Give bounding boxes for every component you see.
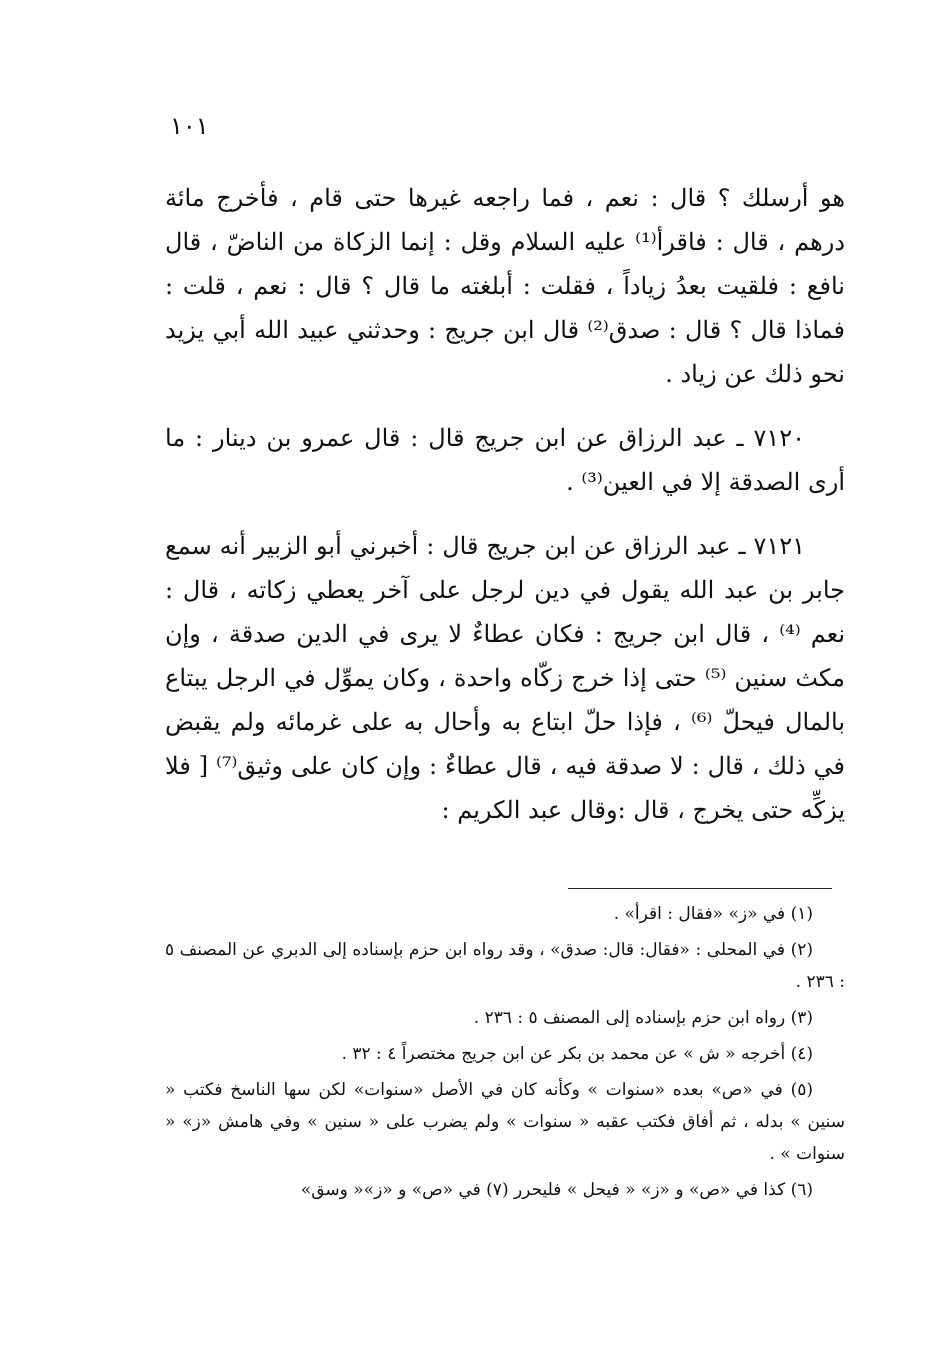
footnote-5: (٥) في «ص» بعده «سنوات » وكأنه كان في الأصل «سنوات» لكن سها الناسخ فكتب « سنين » بدله ، ثم أفاق فكتب عقبه « سنوات » ولم يضرب على « سنين » وفي هامش «ز» « سنوات » .	[165, 1080, 845, 1164]
footnote-4: (٤) أخرجه « ش » عن محمد بن بكر عن ابن جريج مختصراً ٤ : ٣٢ .	[341, 1044, 813, 1064]
paragraph-7121: ٧١٢١ ـ عبد الرزاق عن ابن جريج قال : أخبرني أبو الزبير أنه سمع جابر بن عبد الله يقول في دين لرجل على آخر يعطي زكاته ، قال : نعم ⁽⁴⁾ ، قال ابن جريج : فكان عطاءٌ لا يرى في الدين صدقة ، وإن مكث سنين ⁽⁵⁾ حتى إذا خرج زكّاه واحدة ، وكان يموِّل في الرجل يبتاع بالمال فيحلّ ⁽⁶⁾ ، فإذا حلّ ابتاع به وأحال به على غرمائه ولم يقبض في ذلك ، قال : لا صدقة فيه ، قال عطاءٌ : وإن كان على وثيق⁽⁷⁾ [ فلا يزكِّه حتى يخرج ، قال :وقال عبد الكريم :	[165, 532, 846, 824]
footnote-1: (١) في «ز» «فقال : اقرأ» .	[613, 904, 813, 924]
footnote-separator	[568, 888, 832, 889]
paragraph-7120: ٧١٢٠ ـ عبد الرزاق عن ابن جريج قال : قال عمرو بن دينار : ما أرى الصدقة إلا في العين⁽³⁾ .	[165, 424, 845, 496]
footnote-3: (٣) رواه ابن حزم بإسناده إلى المصنف ٥ : ٢٣٦ .	[473, 1008, 813, 1028]
footnotes	[165, 898, 845, 1210]
footnote-6-7: (٦) كذا في «ص» و «ز» « فيحل » فليحرر (٧) في «ص» و «ز»« وسق»	[300, 1180, 813, 1200]
main-text	[165, 176, 845, 832]
page-number: ١٠١	[170, 112, 209, 140]
footnote-2: (٢) في المحلى : «فقال: قال: صدق» ، وقد رواه ابن حزم بإسناده إلى الدبري عن المصنف ٥ : ٢٣٦ .	[165, 940, 845, 992]
paragraph-continuation: هو أرسلك ؟ قال : نعم ، فما راجعه غيرها حتى قام ، فأخرج مائة درهم ، قال : فاقرأ⁽¹⁾ عليه السلام وقل : إنما الزكاة من الناضّ ، قال نافع : فلقيت بعدُ زياداً ، فقلت : أبلغته ما قال ؟ قال : نعم ، قلت : فماذا قال ؟ قال : صدق⁽²⁾ قال ابن جريج : وحدثني عبيد الله أبي يزيد نحو ذلك عن زياد .	[165, 184, 846, 388]
